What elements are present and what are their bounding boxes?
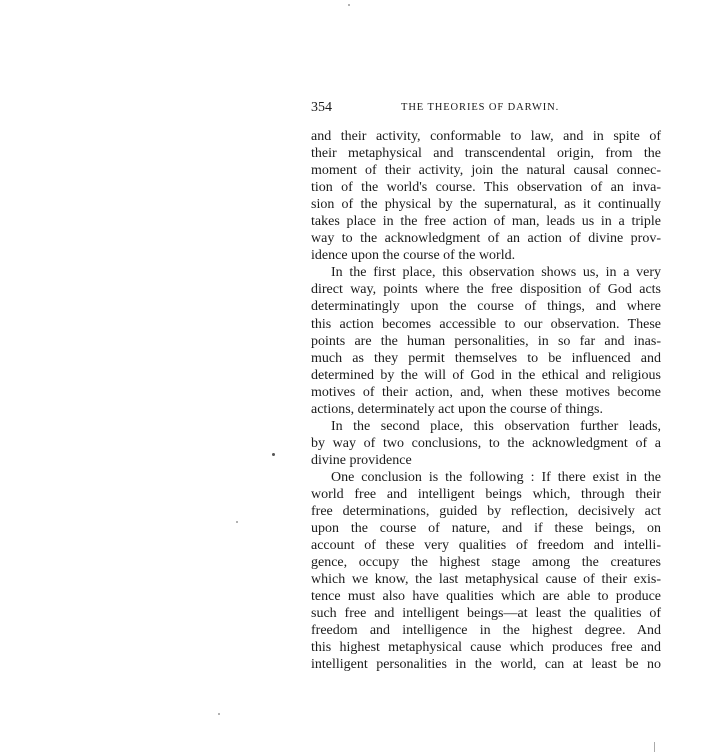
body-text <box>311 128 661 674</box>
text-line: world free and intelligent beings which, through their <box>311 486 661 502</box>
scan-speck <box>218 713 220 715</box>
text-line: determinatingly upon the course of things, and where <box>311 299 661 315</box>
text-line: moment of their activity, join the natural causal connec- <box>311 163 661 179</box>
text-line: their metaphysical and transcendental origin, from the <box>311 146 661 162</box>
text-line: tion of the world's course. This observation of an inva- <box>311 180 661 196</box>
running-title: THE THEORIES OF DARWIN. <box>401 102 560 113</box>
text-line: divine providence <box>311 452 412 468</box>
text-line: free determinations, guided by reflection, decisively act <box>311 504 661 520</box>
text-line: and their activity, conformable to law, and in spite of <box>311 129 661 144</box>
scan-speck <box>348 4 350 6</box>
text-line: such free and intelligent beings—at least the qualities of <box>311 606 661 622</box>
text-line: points are the human personalities, in so far and inas- <box>311 333 661 349</box>
text-line: sion of the physical by the supernatural, as it continually <box>311 197 661 213</box>
running-head <box>311 100 661 118</box>
text-line: way to the acknowledgment of an action of divine prov- <box>311 231 661 247</box>
text-line: intelligent personalities in the world, can at least be no <box>311 657 661 673</box>
text-line: this highest metaphysical cause which produces free and <box>311 640 661 656</box>
text-line: tence must also have qualities which are able to produce <box>311 589 661 605</box>
text-line: In the first place, this observation shows us, in a very <box>331 265 661 281</box>
text-line: direct way, points where the free disposition of God acts <box>311 282 661 298</box>
scan-speck <box>236 521 238 523</box>
text-line: gence, occupy the highest stage among the creatures <box>311 555 661 571</box>
text-line: account of these very qualities of freedom and intelli- <box>311 538 661 554</box>
text-line: upon the course of nature, and if these beings, on <box>311 521 661 537</box>
text-line: by way of two conclusions, to the acknowledgment of a <box>311 435 661 451</box>
page-number: 354 <box>311 100 332 115</box>
text-line: determined by the will of God in the ethical and religious <box>311 367 661 383</box>
text-line: actions, determinately act upon the course of things. <box>311 401 603 417</box>
text-line: freedom and intelligence in the highest degree. And <box>311 623 661 639</box>
text-line: One conclusion is the following : If there exist in the <box>331 469 661 485</box>
text-line: takes place in the free action of man, leads us in a triple <box>311 214 661 230</box>
text-line: idence upon the course of the world. <box>311 248 516 264</box>
text-line: In the second place, this observation further leads, <box>331 418 661 434</box>
scan-speck <box>272 453 275 456</box>
text-line: motives of their action, and, when these motives become <box>311 384 661 400</box>
text-line: this action becomes accessible to our observation. These <box>311 316 661 332</box>
text-line: much as they permit themselves to be influenced and <box>311 350 661 366</box>
text-line: which we know, the last metaphysical cause of their exis- <box>311 572 661 588</box>
scan-speck <box>654 742 655 752</box>
